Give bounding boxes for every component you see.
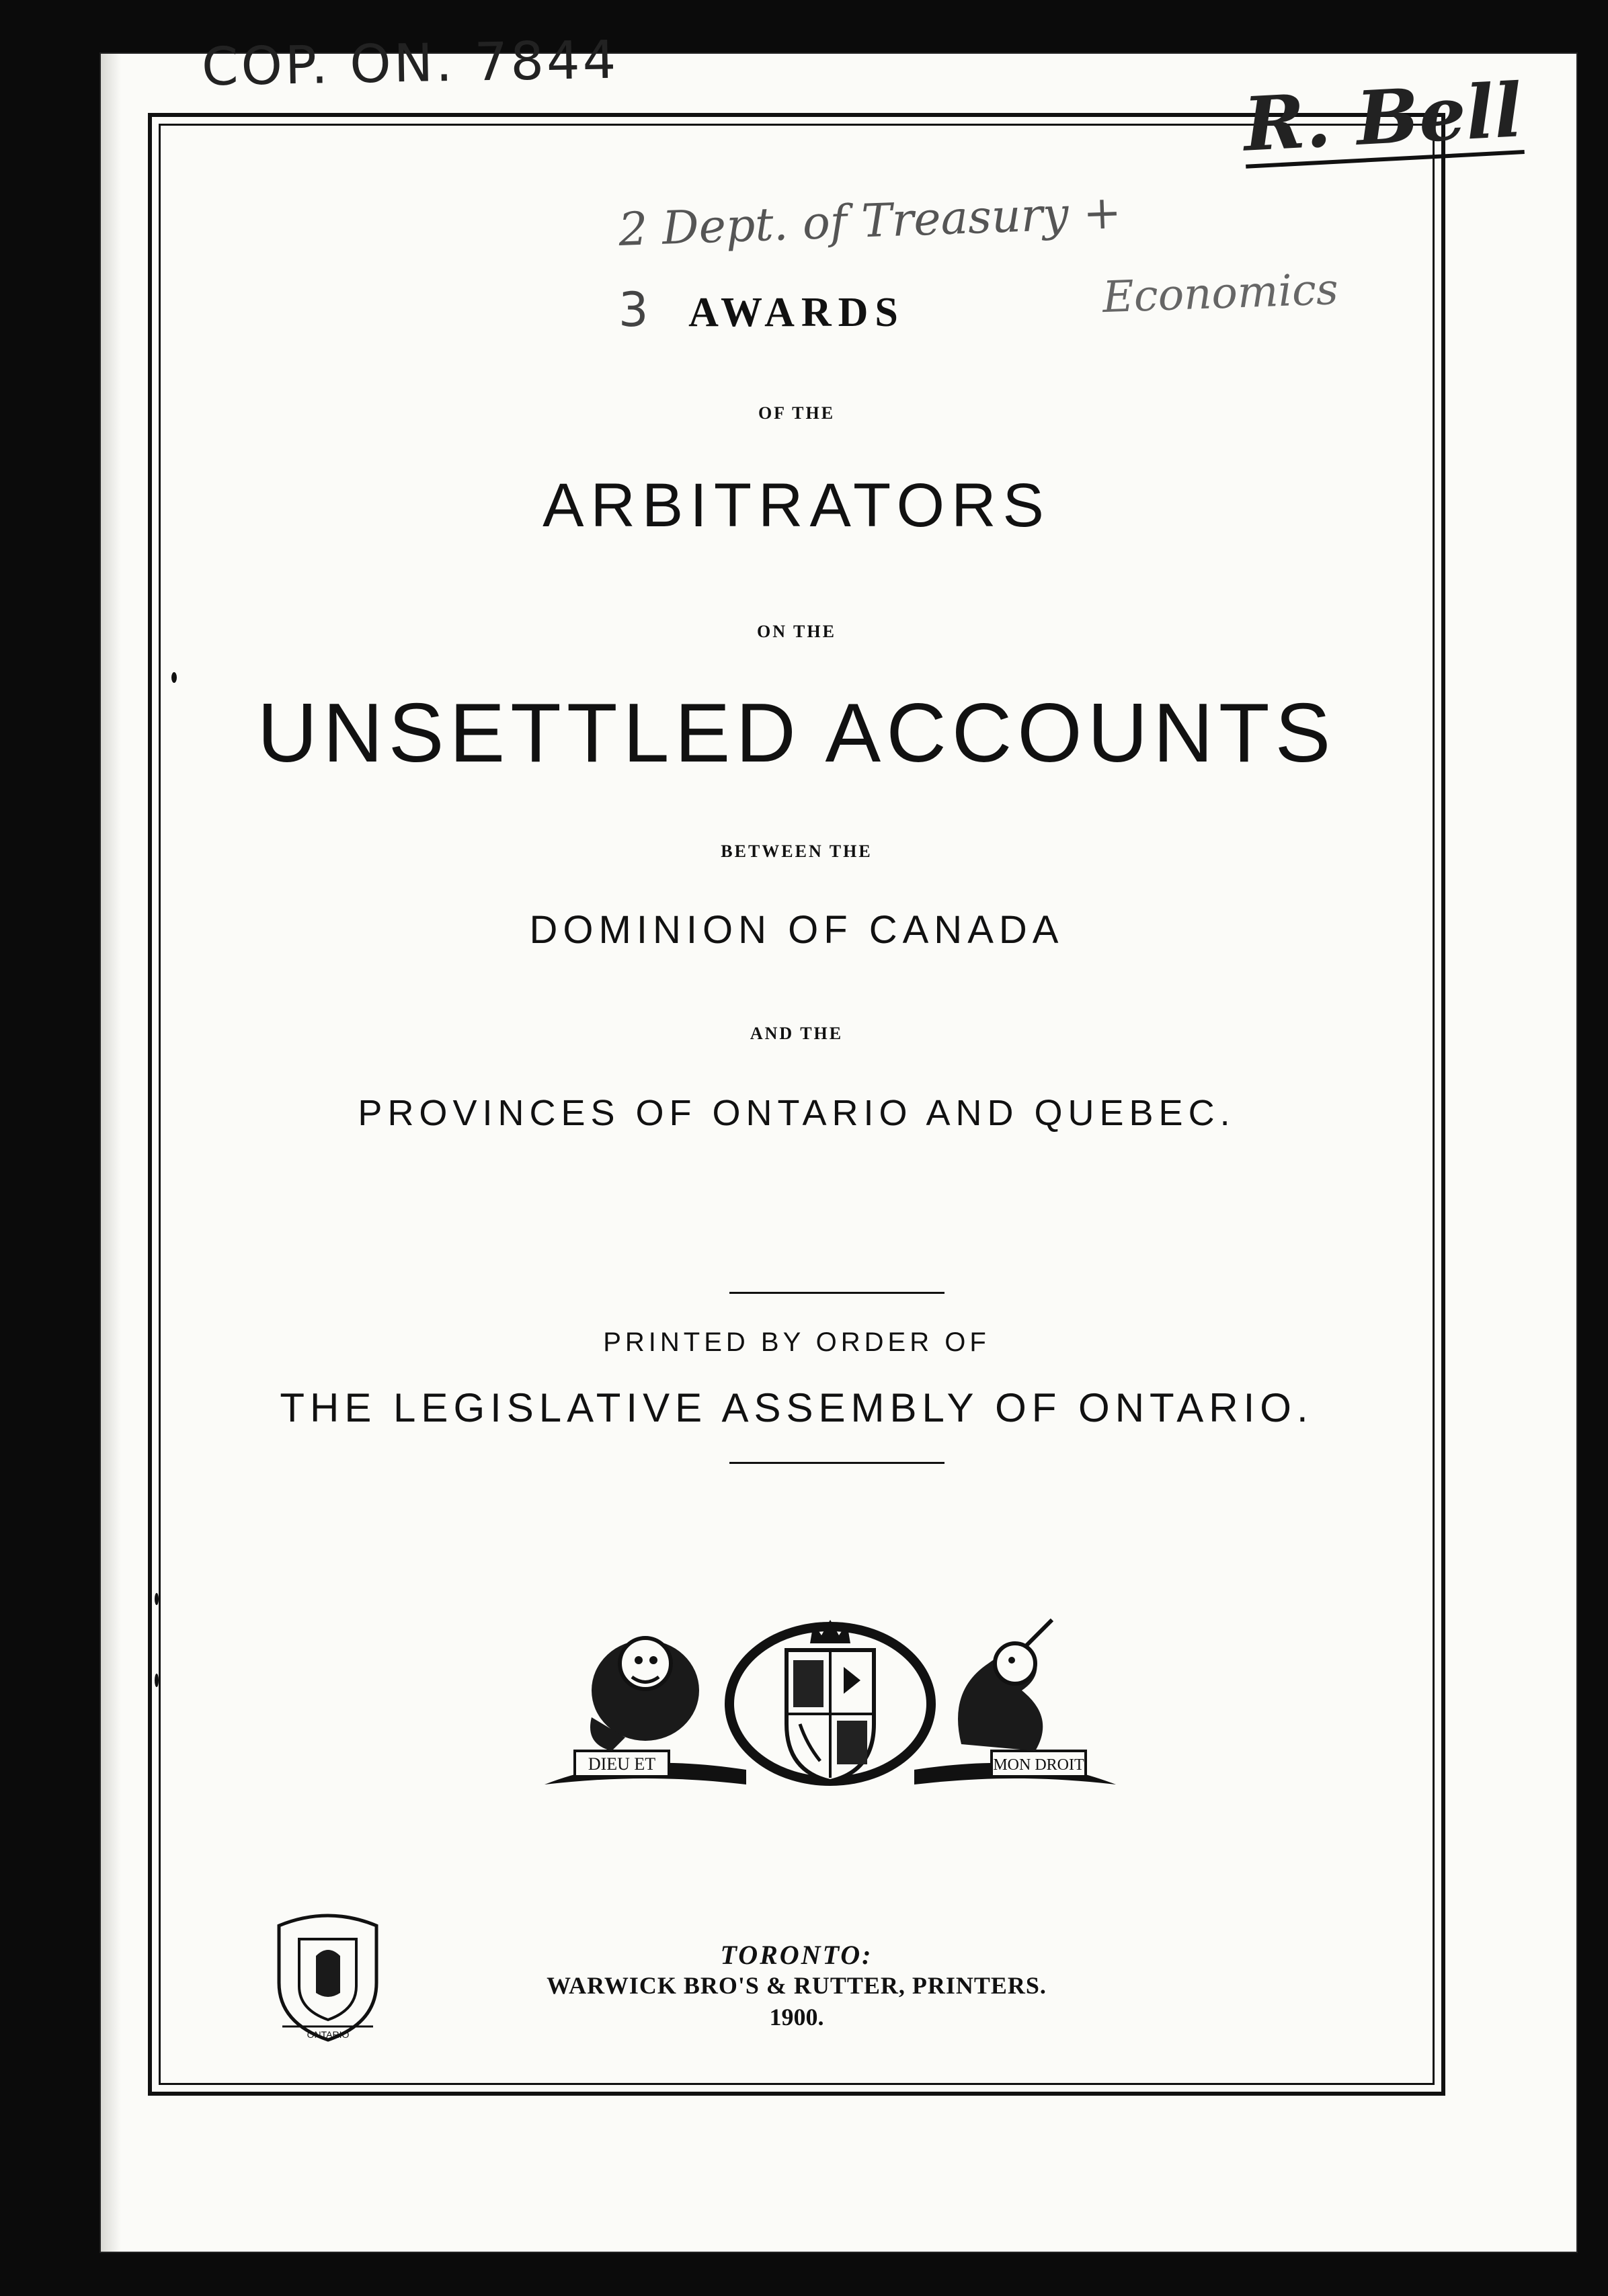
- scan-speck: [155, 1674, 159, 1687]
- unicorn-supporter-icon: [958, 1620, 1052, 1751]
- handwritten-owner-signature: R. Bell: [1241, 67, 1525, 168]
- title-arbitrators: ARBITRATORS: [542, 471, 1051, 540]
- title-awards: AWARDS: [688, 290, 905, 335]
- handwritten-call-number: COP. ON. 7844: [201, 30, 619, 98]
- connector-of-the: OF THE: [758, 403, 836, 423]
- handwritten-note-line1: 2 Dept. of Treasury +: [617, 186, 1123, 257]
- title-dominion: DOMINION OF CANADA: [529, 908, 1064, 952]
- imprint-year: 1900.: [769, 2004, 824, 2031]
- printed-by-order: PRINTED BY ORDER OF: [603, 1327, 990, 1357]
- handwritten-mark: 3: [618, 282, 649, 337]
- scan-speck: [171, 672, 177, 683]
- legislative-assembly: THE LEGISLATIVE ASSEMBLY OF ONTARIO.: [280, 1385, 1314, 1430]
- imprint-printers: WARWICK BRO'S & RUTTER, PRINTERS.: [547, 1972, 1047, 1999]
- shield-icon: [729, 1627, 931, 1781]
- crest-motto-left: DIEU ET: [588, 1754, 656, 1774]
- seal-legend: ONTARIO: [307, 2029, 350, 2040]
- connector-between-the: BETWEEN THE: [721, 842, 873, 861]
- connector-on-the: ON THE: [757, 622, 836, 641]
- royal-coat-of-arms: [545, 1616, 1116, 1791]
- imprint-city: TORONTO:: [720, 1940, 873, 1970]
- page-edge: [101, 54, 121, 2252]
- divider-top: [729, 1292, 944, 1294]
- connector-and-the: AND THE: [750, 1024, 844, 1043]
- crest-motto-right: MON DROIT: [993, 1756, 1084, 1774]
- handwritten-note-line2: Economics: [1101, 264, 1339, 323]
- title-provinces: PROVINCES OF ONTARIO AND QUEBEC.: [358, 1093, 1236, 1133]
- title-unsettled-accounts: UNSETTLED ACCOUNTS: [257, 687, 1336, 780]
- scan-speck: [155, 1593, 159, 1605]
- lion-supporter-icon: [590, 1638, 699, 1751]
- divider-bottom: [729, 1462, 944, 1464]
